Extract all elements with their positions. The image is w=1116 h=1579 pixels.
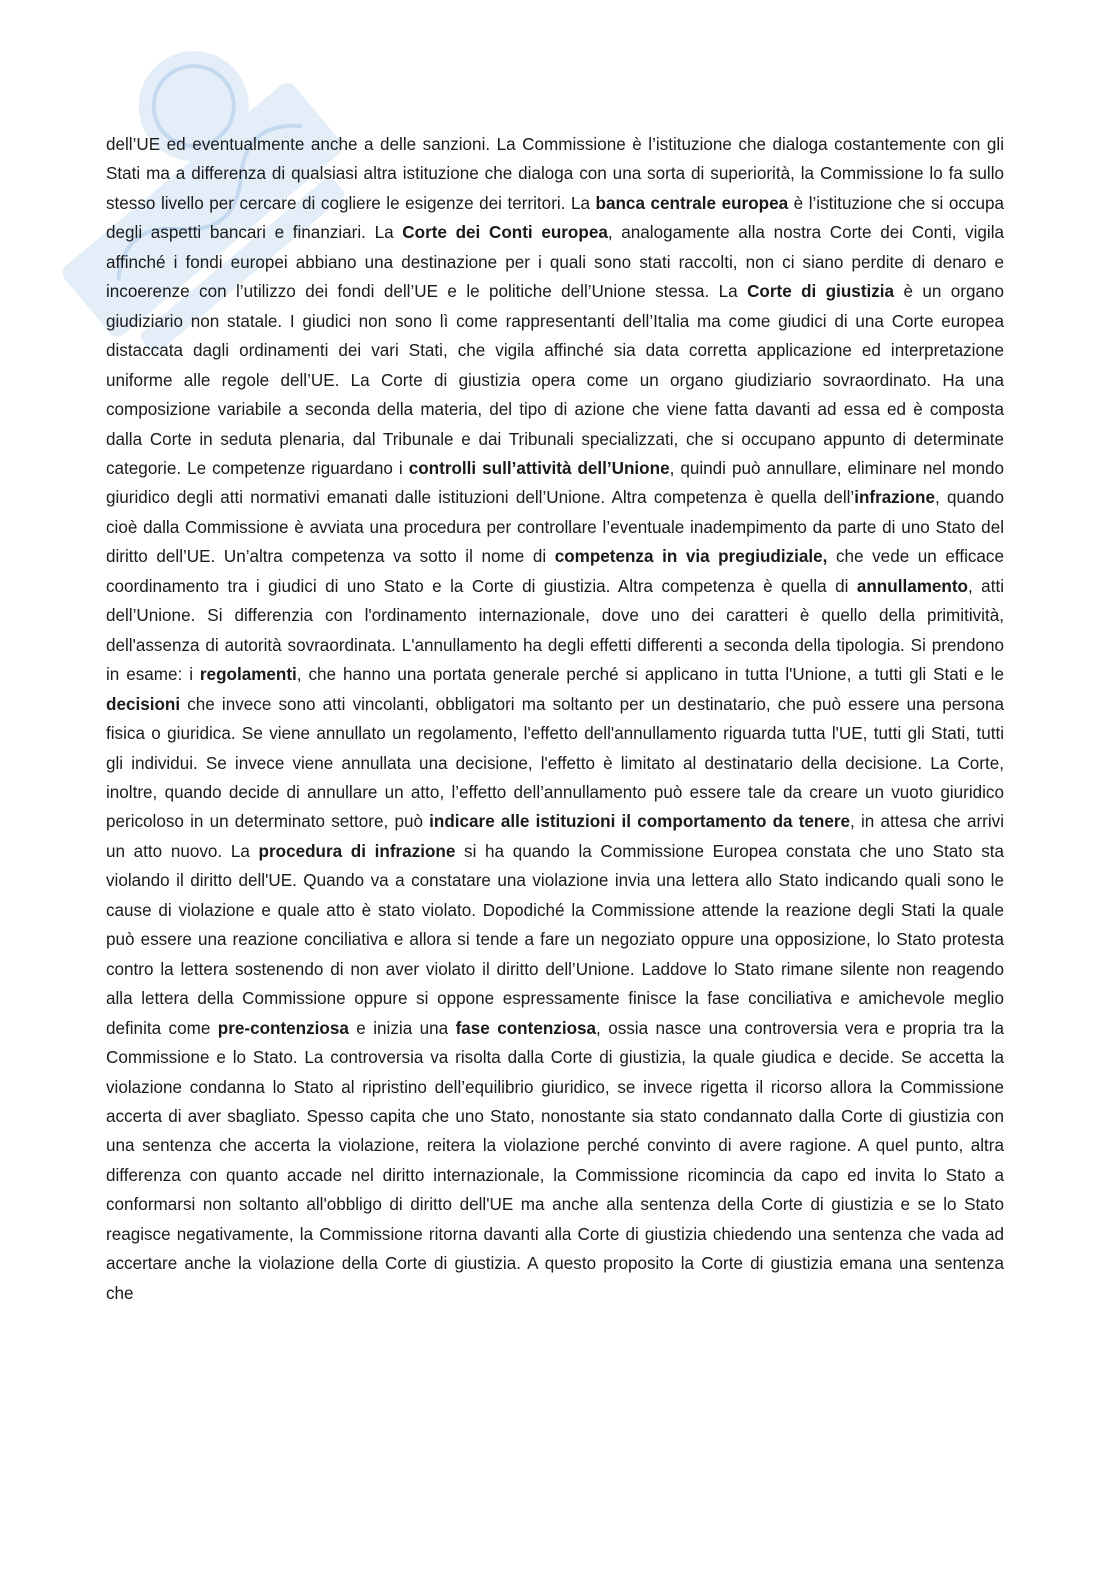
bold-term: controlli sull’attività dell’Unione bbox=[408, 458, 670, 478]
bold-term: regolamenti bbox=[199, 665, 297, 685]
bold-term: infrazione bbox=[854, 488, 935, 508]
text-run: , ossia nasce una controversia vera e propria tra la Commissione e lo Stato. La controversia va risolta dalla Corte di giustizia, la quale giudica e decide. Se accetta la violazione condanna lo Stato al ripristino dell’equilibrio giuridico, se invece rigetta il ricorso allora la Commissione accerta di aver sbagliato. Spesso capita che uno Stato, nonostante sia stato condannato dalla Corte di giustizia con una sentenza che accerta la violazione, reitera la violazione perché convinto di avere ragione. A quel punto, altra differenza con quanto accade nel diritto internazionale, la Commissione ricomincia da capo ed invita lo Stato a conformarsi non soltanto all'obbligo di diritto dell'UE ma anche alla sentenza della Corte di giustizia e se lo Stato reagisce negativamente, la Commissione ritorna davanti alla Corte di giustizia chiedendo una sentenza che vada ad accertare anche la violazione della Corte di giustizia. A questo proposito la Corte di giustizia emana una sentenza che bbox=[106, 1018, 1005, 1303]
text-run: è un organo giudiziario non statale. I giudici non sono lì come rappresentanti dell’Italia ma come giudici di una Corte europea distaccata dagli ordinamenti dei vari Stati, che vigila affinché sia data corretta applicazione ed interpretazione uniforme alle regole dell’UE. La Corte di giustizia opera come un organo giudiziario sovraordinato. Ha una composizione variabile a seconda della materia, del tipo di azione che viene fatta davanti ad essa ed è composta dalla Corte in seduta plenaria, dal Tribunale e dai Tribunali specializzati, che si occupano appunto di determinate categorie. Le competenze riguardano i bbox=[106, 282, 1004, 478]
bold-term: pre-contenziosa bbox=[217, 1018, 349, 1038]
text-run: , atti dell’Unione. Si differenzia con l'ordinamento internazionale, dove uno dei caratteri è quello della primitività, dell'assenza di autorità sovraordinata. L'annullamento ha degli effetti differenti a seconda della tipologia. Si prendono in esame: i bbox=[106, 576, 1004, 685]
bold-term: Corte dei Conti europea bbox=[402, 223, 608, 243]
document-body bbox=[106, 130, 1004, 1308]
text-run: , quindi può annullare, eliminare nel mondo giuridico degli atti normativi emanati dalle istituzioni dell’Unione. Altra competenza è quella dell’ bbox=[106, 458, 1004, 508]
text-run: è l’istituzione che si occupa degli aspetti bancari e finanziari. La bbox=[106, 193, 1004, 243]
bold-term: annullamento bbox=[856, 576, 968, 596]
text-run: , che hanno una portata generale perché si applicano in tutta l'Unione, a tutti gli Stati e le bbox=[296, 665, 1004, 685]
bold-term: competenza in via pregiudiziale, bbox=[554, 547, 828, 567]
text-run: , in attesa che arrivi un atto nuovo. La bbox=[106, 812, 1004, 861]
body-paragraph bbox=[106, 130, 1004, 1308]
text-run: , quando cioè dalla Commissione è avviata una procedura per controllare l’eventuale inadempimento da parte di uno Stato del diritto dell’UE. Un’altra competenza va sotto il nome di bbox=[106, 488, 1004, 567]
bold-term: procedura di infrazione bbox=[258, 841, 456, 861]
text-run: dell’UE ed eventualmente anche a delle sanzioni. La Commissione è l’istituzione che dialoga costantemente con gli Stati ma a differenza di qualsiasi altra istituzione che dialoga con una sorta di superiorità, la Commissione lo fa sullo stesso livello per cercare di cogliere le esigenze dei territori. La bbox=[106, 135, 1004, 213]
bold-term: Corte di giustizia bbox=[747, 282, 895, 302]
bold-term: banca centrale europea bbox=[595, 193, 789, 213]
bold-term: decisioni bbox=[106, 694, 181, 714]
bold-term: fase contenziosa bbox=[455, 1018, 597, 1038]
text-run: che vede un efficace coordinamento tra i giudici di uno Stato e la Corte di giustizia. Altra competenza è quella di bbox=[106, 547, 1004, 596]
text-run: e inizia una bbox=[348, 1018, 456, 1038]
text-run: si ha quando la Commissione Europea constata che uno Stato sta violando il diritto dell'UE. Quando va a constatare una violazione invia una lettera allo Stato indicando quali sono le cause di violazione e quale atto è stato violato. Dopodiché la Commissione attende la reazione degli Stati la quale può essere una reazione conciliativa e allora si tende a fare un negoziato oppure una opposizione, lo Stato protesta contro la lettera sostenendo di non aver violato il diritto dell’Unione. Laddove lo Stato rimane silente non reagendo alla lettera della Commissione oppure si oppone espressamente finisce la fase conciliativa e amichevole meglio definita come bbox=[106, 841, 1004, 1038]
text-run: che invece sono atti vincolanti, obbligatori ma soltanto per un destinatario, che può essere una persona fisica o giuridica. Se viene annullato un regolamento, l'effetto dell'annullamento riguarda tutta l'UE, tutti gli Stati, tutti gli individui. Se invece viene annullata una decisione, l'effetto è limitato al destinatario della decisione. La Corte, inoltre, quando decide di annullare un atto, l’effetto dell’annullamento può essere tale da creare un vuoto giuridico pericoloso in un determinato settore, può bbox=[106, 694, 1004, 832]
bold-term: indicare alle istituzioni il comportamento da tenere bbox=[429, 812, 851, 832]
text-run: , analogamente alla nostra Corte dei Conti, vigila affinché i fondi europei abbiano una destinazione per i quali sono stati raccolti, non ci siano perdite di denaro e incoerenze con l’utilizzo dei fondi dell’UE e le politiche dell’Unione stessa. La bbox=[106, 223, 1005, 302]
